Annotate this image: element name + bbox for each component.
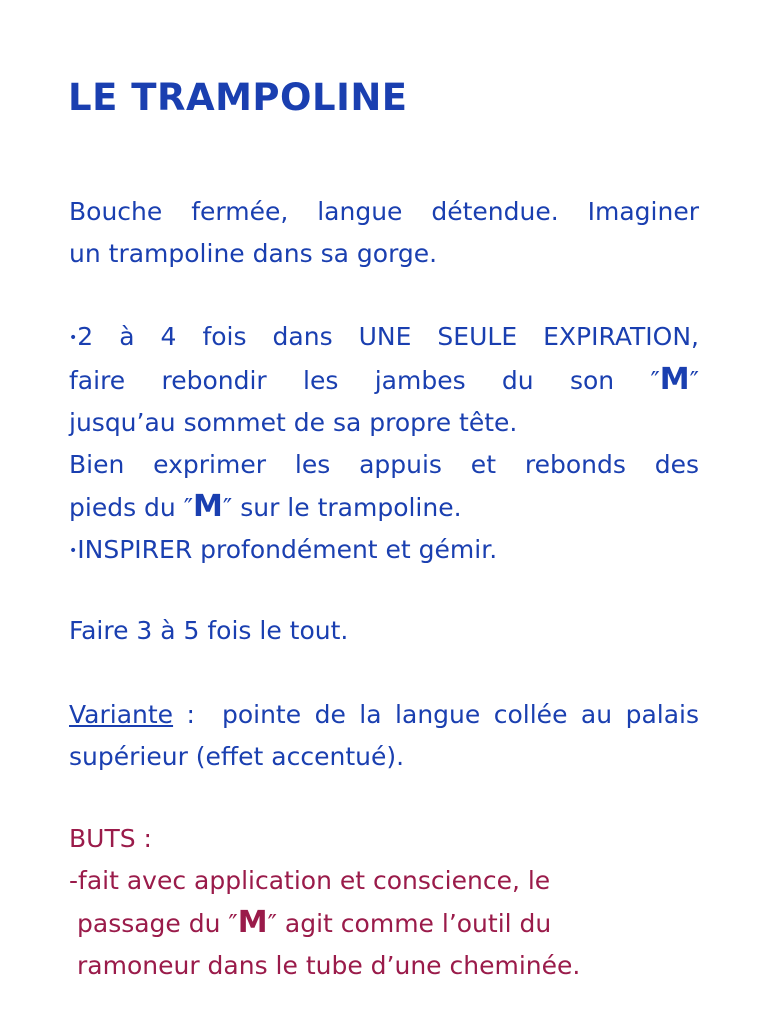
letter-m: M [659,362,690,397]
step-1-line-1 [69,316,699,359]
variant-line-1-text: pointe de la langue collée au palais [221,700,700,729]
step-1-line-1-text: 2 à 4 fois dans UNE SEULE EXPIRATION, [77,322,699,351]
intro-paragraph [69,191,699,275]
letter-m: M [193,489,223,524]
open-quote: ″ [650,366,660,395]
variant-line-2: supérieur (effet accentué). [69,742,405,771]
variant-separator: : [173,700,222,729]
close-quote: ″ [267,909,277,938]
variant-paragraph [69,694,699,778]
page-title: LE TRAMPOLINE [68,76,408,119]
goals-heading: BUTS : [69,824,152,853]
letter-m: M [237,905,268,940]
goals-line-3: ramoneur dans le tube d’une cheminée. [77,951,581,980]
step-1-line-5-post: sur le trampoline. [232,493,462,522]
step-1-line-4: Bien exprimer les appuis et rebonds des [69,450,699,479]
intro-line-2: un trampoline dans sa gorge. [69,239,438,268]
step-1-line-2 [69,359,699,402]
close-quote: ″ [689,366,699,395]
step-1-line-5-pre: pieds du [69,493,184,522]
bullet-icon: • [69,543,78,559]
repeat-paragraph [69,610,699,652]
variant-line-1 [69,694,699,736]
step-2-text: INSPIRER profondément et gémir. [77,535,498,564]
open-quote: ″ [183,493,194,522]
intro-line-1: Bouche fermée, langue détendue. Imaginer [69,197,699,226]
goals-paragraph [69,818,699,987]
open-quote: ″ [228,909,238,938]
step-1-line-2-text: faire rebondir les jambes du son [69,366,651,395]
step-1-line-3: jusqu’au sommet de sa propre tête. [69,408,518,437]
goals-line-2-pre: passage du [77,909,229,938]
variant-label: Variante [69,700,174,729]
goals-line-1: -fait avec application et conscience, le [69,866,551,895]
repeat-text: Faire 3 à 5 fois le tout. [69,616,349,645]
bullet-icon: • [69,330,78,346]
goals-line-2 [69,902,699,945]
goals-line-2-post: agit comme l’outil du [276,909,552,938]
step-2-line [69,529,699,572]
step-1-line-5 [69,486,699,529]
step-1-paragraph [69,316,699,572]
close-quote: ″ [222,493,233,522]
